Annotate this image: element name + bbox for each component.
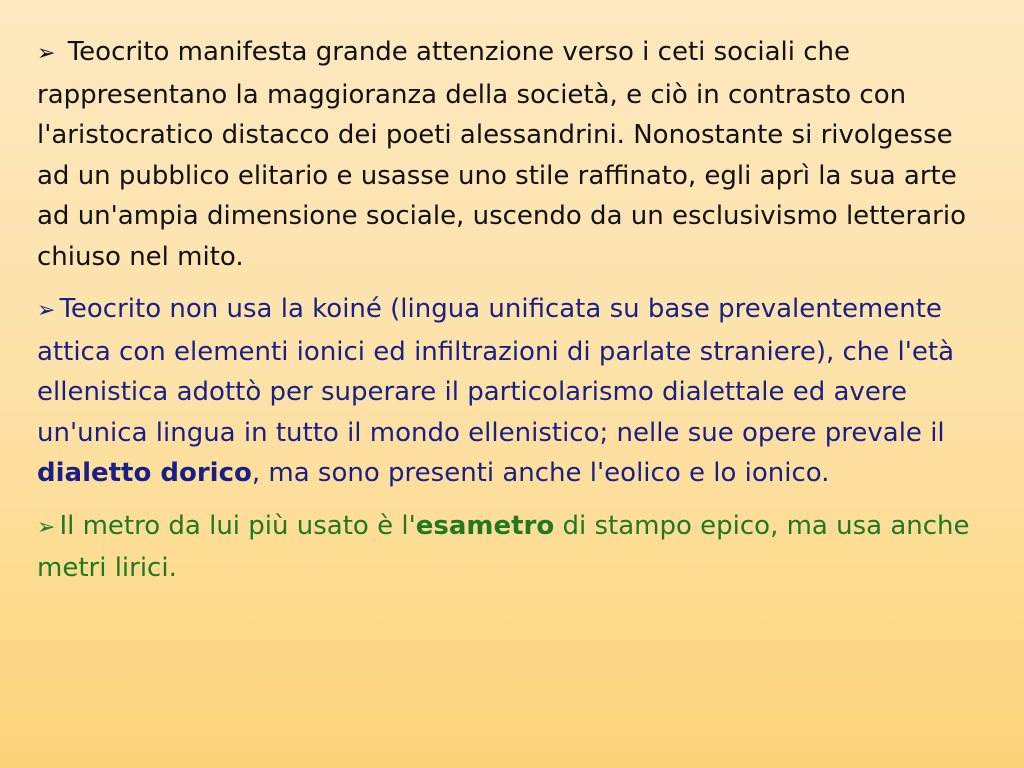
paragraph-teocrito-meter bbox=[37, 506, 987, 589]
paragraph-teocrito-social bbox=[37, 32, 987, 277]
bold-term-esametro: esametro bbox=[415, 510, 555, 541]
paragraph-text-after: di stampo epico, ma usa anche metri lirici. bbox=[37, 510, 970, 583]
paragraph-text-before: Teocrito non usa la koiné (lingua unificata su base prevalentemente attica con elementi ionici ed infiltrazioni di parlate straniere), che l'età ellenistica adottò per superare il particolarismo dialettale ed avere un'unica lingua in tutto il mondo ellenistico; nelle sue opere prevale il bbox=[37, 294, 955, 448]
paragraph-text-before: Il metro da lui più usato è l' bbox=[59, 510, 416, 541]
paragraph-teocrito-language bbox=[37, 289, 987, 494]
slide-content bbox=[37, 32, 987, 601]
bold-term-dialetto-dorico: dialetto dorico bbox=[37, 458, 252, 488]
arrow-bullet-icon: ➢ bbox=[37, 41, 56, 66]
paragraph-text-after: , ma sono presenti anche l'eolico e lo ionico. bbox=[251, 458, 830, 488]
arrow-bullet-icon: ➢ bbox=[37, 298, 56, 323]
paragraph-text: Teocrito manifesta grande attenzione verso i ceti sociali che rappresentano la maggioranza della società, e ciò in contrasto con l'aristocratico distacco dei poeti alessandrini. Nonostante si rivolgesse ad un pubblico elitario e usasse uno stile raffinato, egli aprì la sua arte ad un'ampia dimensione sociale, uscendo da un esclusivismo letterario chiuso nel mito. bbox=[37, 37, 966, 272]
arrow-bullet-icon: ➢ bbox=[37, 514, 56, 540]
